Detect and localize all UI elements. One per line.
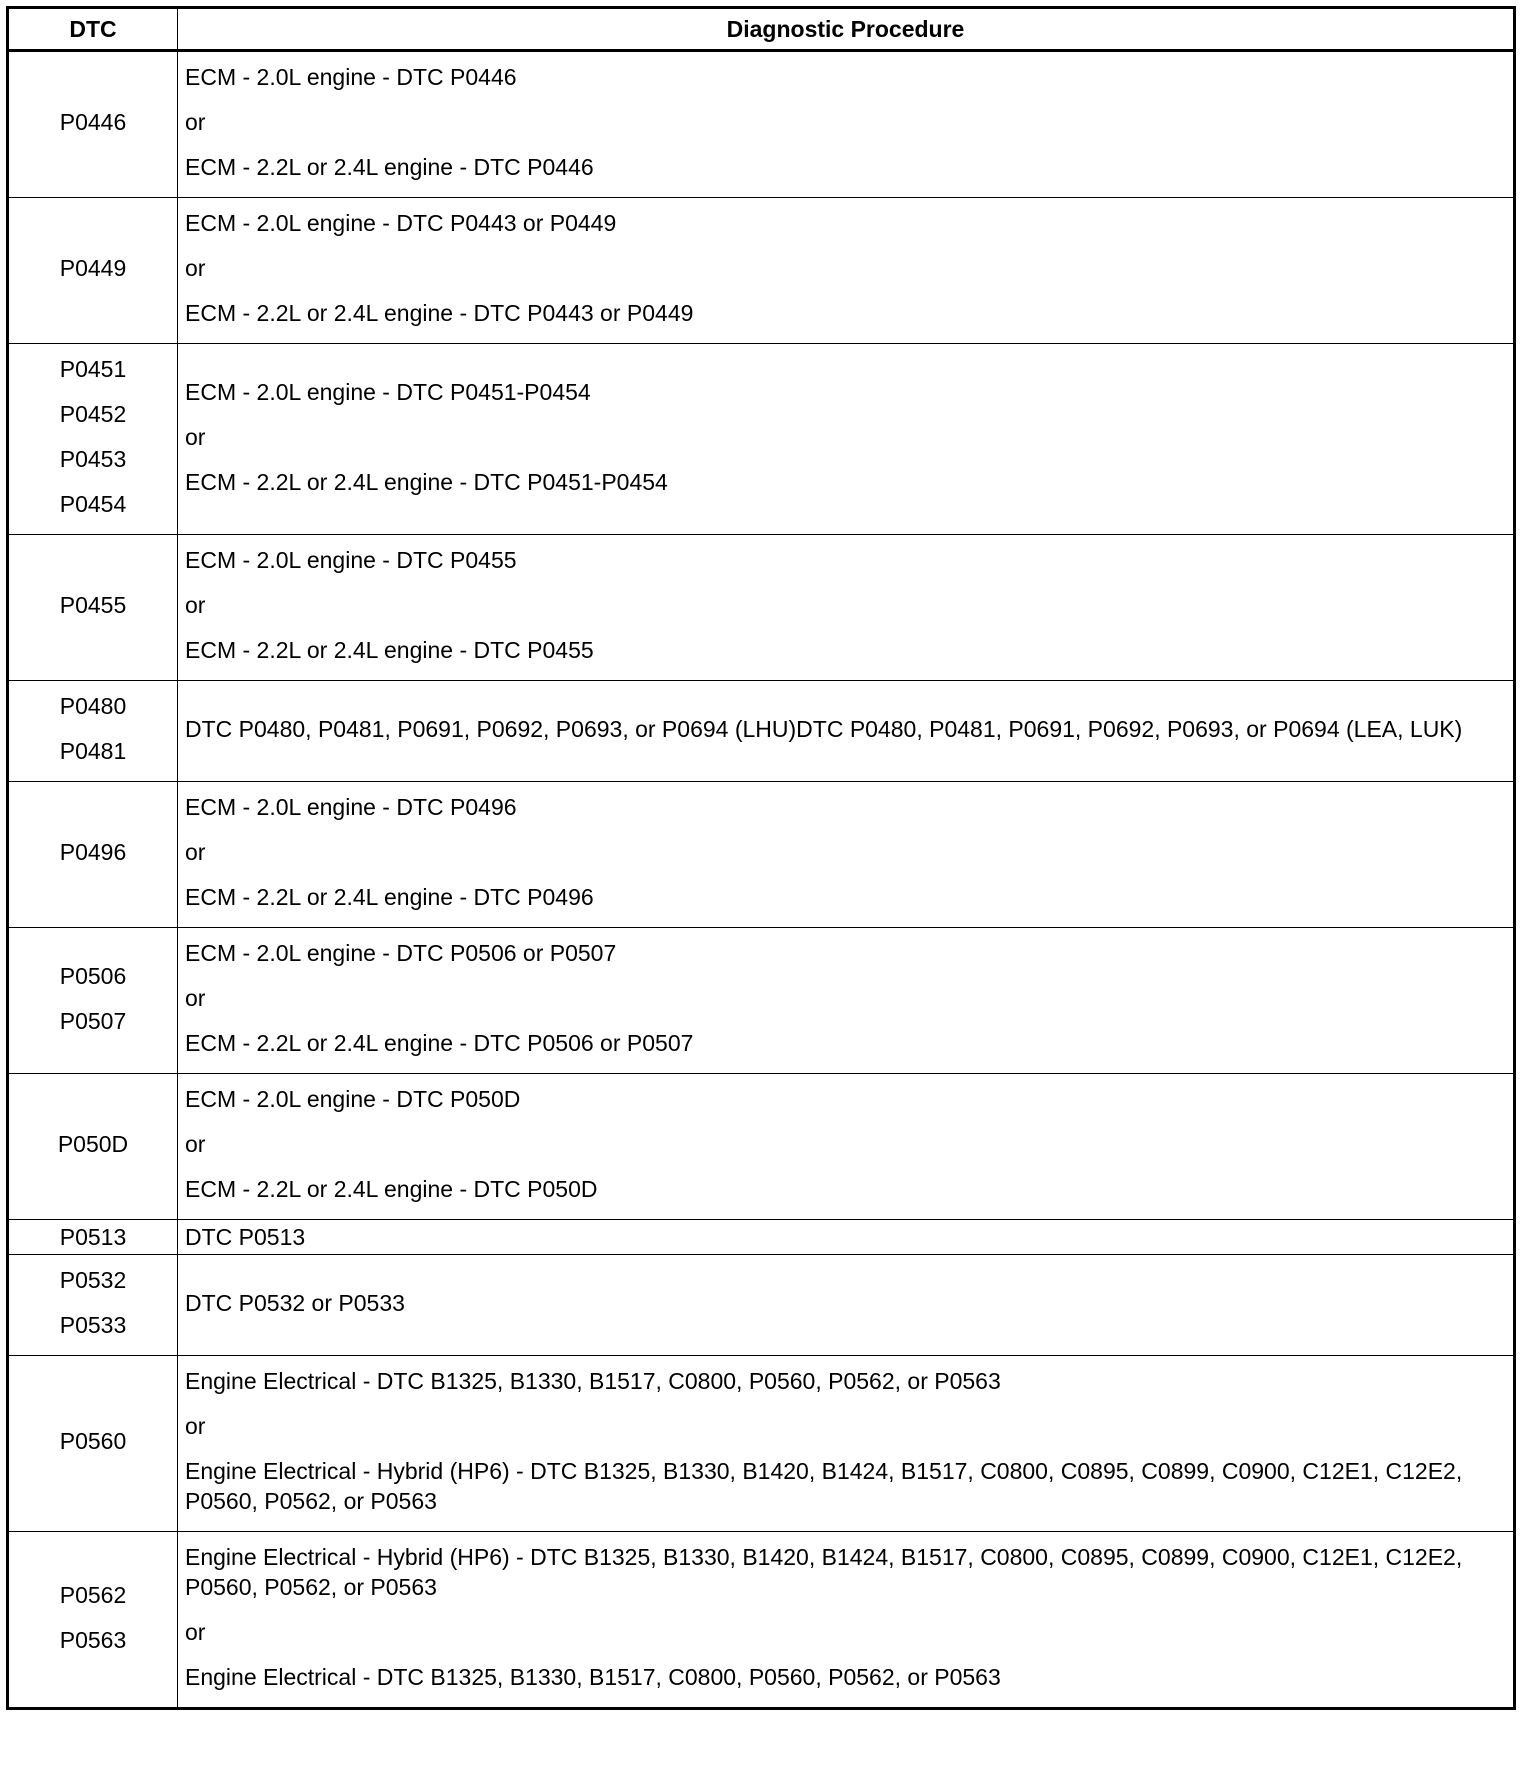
dtc-code: P0446 (59, 109, 127, 135)
dtc-code: P0453 (59, 446, 127, 472)
procedure-text: ECM - 2.0L engine - DTC P0496 (185, 794, 517, 820)
procedure-or: or (185, 592, 206, 618)
dtc-code: P0452 (59, 401, 127, 427)
procedure-cell (178, 928, 1515, 1074)
procedure-text: ECM - 2.2L or 2.4L engine - DTC P0496 (185, 884, 594, 910)
procedure-text: ECM - 2.0L engine - DTC P0446 (185, 64, 517, 90)
procedure-text: ECM - 2.0L engine - DTC P0451-P0454 (185, 378, 591, 405)
dtc-code: P0481 (59, 738, 127, 764)
procedure-text: DTC P0480, P0481, P0691, P0692, P0693, or P0694 (LHU)DTC P0480, P0481, P0691, P0692, P0693, or P0694 (LEA, LUK) (185, 715, 1463, 742)
procedure-text: ECM - 2.2L or 2.4L engine - DTC P050D (185, 1176, 598, 1202)
procedure-text: ECM - 2.2L or 2.4L engine - DTC P0451-P0454 (185, 468, 668, 495)
dtc-code-cell (8, 198, 178, 344)
dtc-code: P0480 (59, 693, 127, 719)
dtc-code: P0449 (59, 255, 127, 281)
dtc-code-cell (8, 1255, 178, 1356)
dtc-code: P0562 (59, 1581, 127, 1608)
dtc-code-cell (8, 928, 178, 1074)
procedure-text: ECM - 2.2L or 2.4L engine - DTC P0506 or P0507 (185, 1030, 694, 1056)
procedure-cell (178, 1356, 1515, 1532)
procedure-text: DTC P0513 (185, 1224, 306, 1250)
procedure-cell (178, 782, 1515, 928)
table-row (8, 782, 1515, 928)
table-row (8, 51, 1515, 198)
procedure-or: or (185, 839, 206, 865)
procedure-text: ECM - 2.2L or 2.4L engine - DTC P0455 (185, 637, 594, 663)
dtc-table (6, 6, 1516, 1710)
procedure-text: DTC P0532 or P0533 (185, 1289, 405, 1316)
procedure-text: Engine Electrical - DTC B1325, B1330, B1517, C0800, P0560, P0562, or P0563 (185, 1664, 1001, 1690)
procedure-cell (178, 1220, 1515, 1255)
procedure-text: ECM - 2.2L or 2.4L engine - DTC P0443 or P0449 (185, 300, 694, 326)
header-dtc: DTC (8, 8, 178, 51)
dtc-code-cell (8, 1356, 178, 1532)
dtc-code-cell (8, 1220, 178, 1255)
table-header-row (8, 8, 1515, 51)
table-row (8, 681, 1515, 782)
dtc-code: P0560 (59, 1428, 127, 1454)
procedure-cell (178, 1255, 1515, 1356)
table-row (8, 928, 1515, 1074)
procedure-or: or (185, 1619, 206, 1645)
dtc-code: P0451 (59, 356, 127, 382)
dtc-code: P0513 (59, 1224, 127, 1250)
table-body (8, 51, 1515, 1709)
procedure-text: ECM - 2.0L engine - DTC P0455 (185, 547, 517, 573)
dtc-code: P0507 (59, 1007, 127, 1034)
table-row (8, 198, 1515, 344)
procedure-or: or (185, 109, 206, 135)
procedure-text: ECM - 2.0L engine - DTC P0443 or P0449 (185, 210, 617, 236)
procedure-cell (178, 198, 1515, 344)
dtc-code: P0455 (59, 592, 127, 618)
dtc-code-cell (8, 681, 178, 782)
dtc-code: P0563 (59, 1626, 127, 1653)
dtc-code: P0533 (59, 1312, 127, 1338)
procedure-text: ECM - 2.0L engine - DTC P0506 or P0507 (185, 940, 617, 966)
table-row (8, 1220, 1515, 1255)
dtc-code-cell (8, 344, 178, 535)
table-row (8, 1532, 1515, 1709)
dtc-code: P0532 (59, 1267, 127, 1293)
dtc-code: P0454 (59, 491, 127, 517)
table-row (8, 1255, 1515, 1356)
dtc-code-cell (8, 1532, 178, 1709)
dtc-code-cell (8, 535, 178, 681)
table-row (8, 1356, 1515, 1532)
procedure-text: Engine Electrical - Hybrid (HP6) - DTC B1325, B1330, B1420, B1424, B1517, C0800, C0895, C0899, C0900, C12E1, C12E2, P0560, P0562, or P0563 (185, 1544, 1463, 1600)
dtc-table-container (6, 6, 1513, 1710)
procedure-or: or (185, 1131, 206, 1157)
procedure-text: ECM - 2.0L engine - DTC P050D (185, 1086, 521, 1112)
procedure-or: or (185, 985, 206, 1011)
dtc-code: P0496 (59, 839, 127, 865)
procedure-or: or (185, 255, 206, 281)
dtc-code-cell (8, 1074, 178, 1220)
table-row (8, 1074, 1515, 1220)
dtc-code-cell (8, 782, 178, 928)
procedure-cell (178, 535, 1515, 681)
table-row (8, 344, 1515, 535)
procedure-cell (178, 51, 1515, 198)
dtc-code: P050D (57, 1131, 129, 1157)
procedure-text: Engine Electrical - Hybrid (HP6) - DTC B1325, B1330, B1420, B1424, B1517, C0800, C0895, C0899, C0900, C12E1, C12E2, P0560, P0562, or P0563 (185, 1458, 1463, 1514)
table-row (8, 535, 1515, 681)
dtc-code-cell (8, 51, 178, 198)
procedure-cell (178, 681, 1515, 782)
header-procedure: Diagnostic Procedure (178, 8, 1515, 51)
dtc-code: P0506 (59, 962, 127, 989)
procedure-or: or (185, 1413, 206, 1439)
procedure-cell (178, 1532, 1515, 1709)
procedure-or: or (185, 423, 206, 450)
procedure-text: ECM - 2.2L or 2.4L engine - DTC P0446 (185, 154, 594, 180)
procedure-cell (178, 344, 1515, 535)
procedure-text: Engine Electrical - DTC B1325, B1330, B1517, C0800, P0560, P0562, or P0563 (185, 1368, 1001, 1394)
procedure-cell (178, 1074, 1515, 1220)
